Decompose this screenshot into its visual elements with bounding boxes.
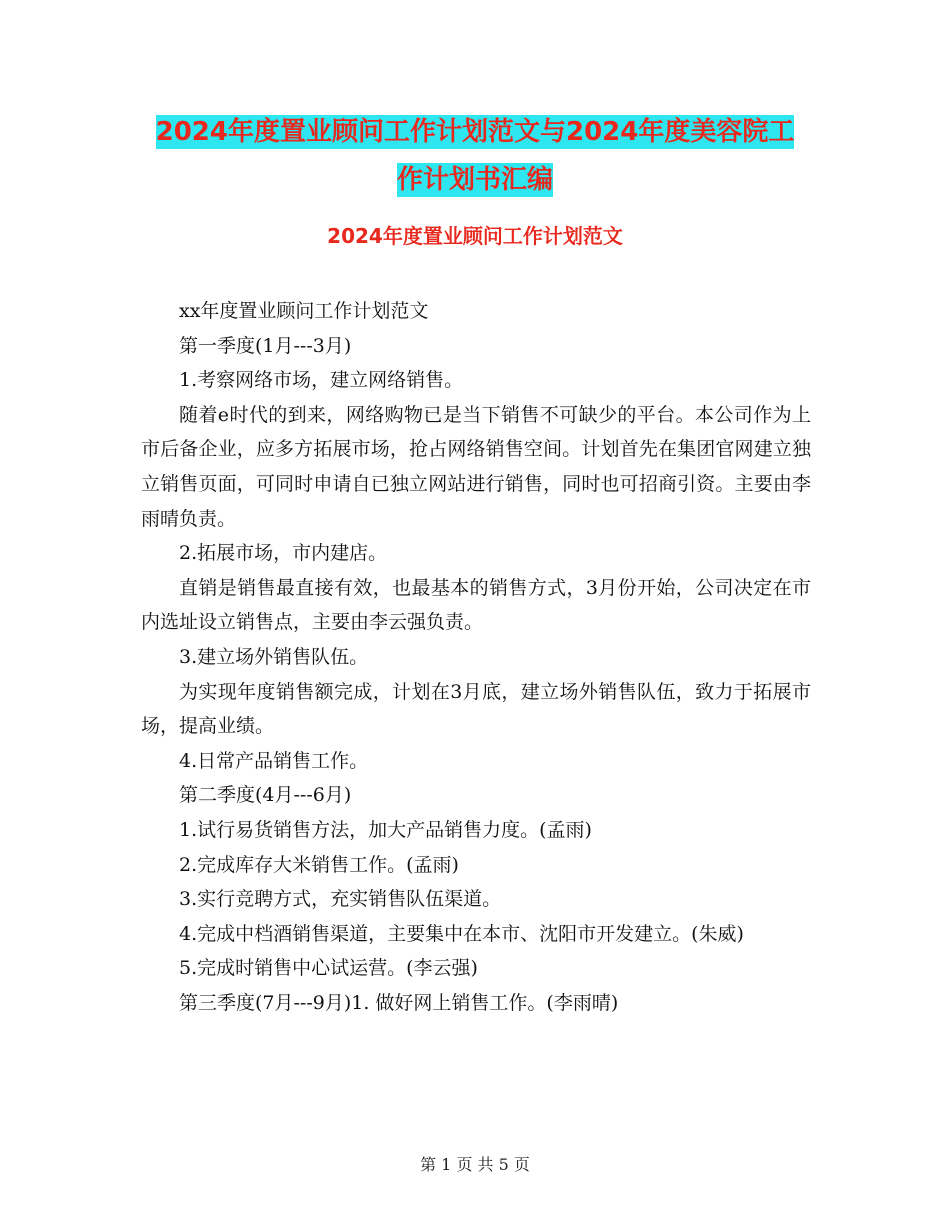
paragraph: 为实现年度销售额完成，计划在3月底，建立场外销售队伍，致力于拓展市场，提高业绩。 [141, 680, 811, 738]
paragraph: 第三季度(7月---9月)1. 做好网上销售工作。(李雨晴) [179, 991, 619, 1014]
section-heading: 2024年度置业顾问工作计划范文 [327, 224, 623, 248]
page-footer: 第 1 页 共 5 页 [420, 1155, 530, 1174]
document-body [141, 294, 811, 1020]
paragraph: 2.完成库存大米销售工作。(孟雨) [179, 853, 459, 876]
paragraph: 随着e时代的到来，网络购物已是当下销售不可缺少的平台。本公司作为上市后备企业，应多方拓展市场，抢占网络销售空间。计划首先在集团官网建立独立销售页面，可同时申请自已独立网站进行销售，同时也可招商引资。主要由李雨晴负责。 [141, 403, 811, 530]
paragraph: 2.拓展市场，市内建店。 [179, 542, 388, 565]
paragraph: 直销是销售最直接有效，也最基本的销售方式，3月份开始，公司决定在市内选址设立销售点，主要由李云强负责。 [141, 576, 811, 634]
title-highlight: 作计划书汇编 [396, 165, 553, 195]
paragraph: 1.考察网络市场，建立网络销售。 [179, 369, 464, 392]
paragraph: 4.日常产品销售工作。 [179, 749, 369, 772]
paragraph: 3.实行竞聘方式，充实销售队伍渠道。 [179, 888, 502, 911]
paragraph: 5.完成时销售中心试运营。(李云强) [179, 957, 478, 980]
document-title [0, 108, 950, 204]
title-highlight: 2024年度置业顾问工作计划范文与2024年度美容院工 [155, 117, 795, 147]
paragraph: 第一季度(1月---3月) [179, 334, 352, 357]
paragraph: 第二季度(4月---6月) [179, 784, 352, 807]
paragraph: xx年度置业顾问工作计划范文 [179, 300, 429, 322]
paragraph: 4.完成中档酒销售渠道，主要集中在本市、沈阳市开发建立。(朱威) [179, 922, 744, 945]
document-title-line-1 [0, 108, 950, 156]
paragraph: 1.试行易货销售方法，加大产品销售力度。(孟雨) [179, 818, 592, 841]
paragraph: 3.建立场外销售队伍。 [179, 645, 369, 668]
document-title-line-2 [0, 156, 950, 204]
